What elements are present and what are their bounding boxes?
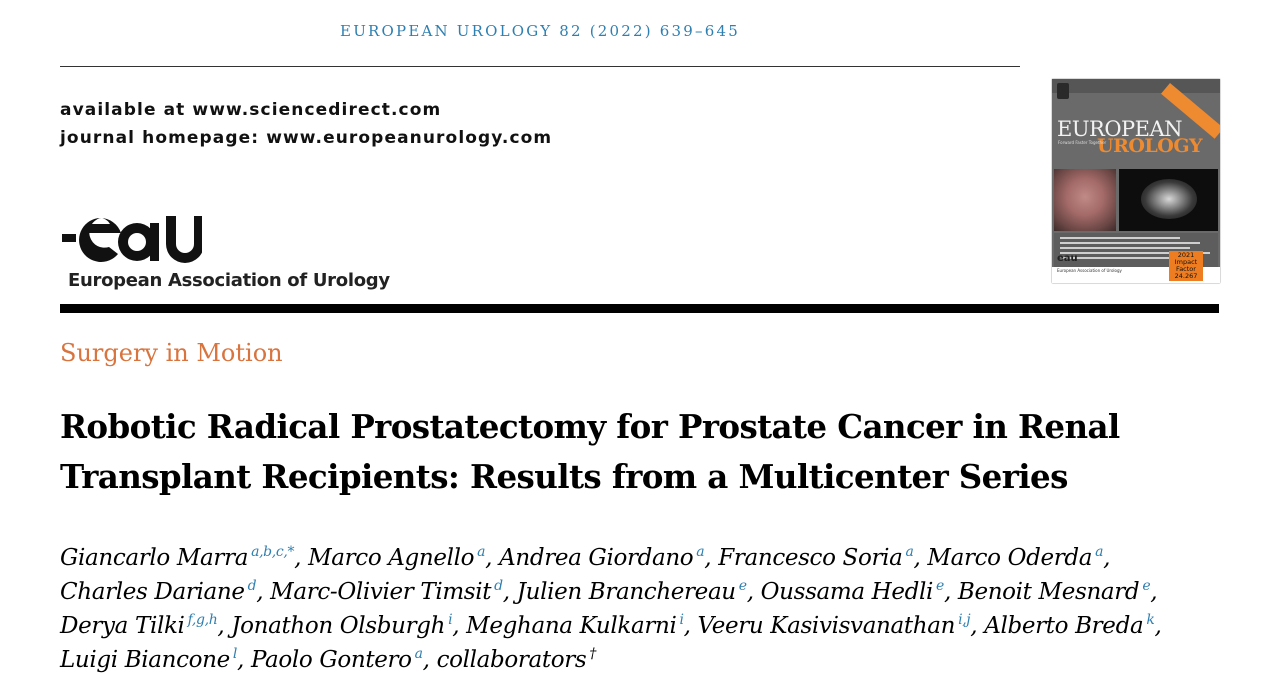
author-name: Marco Oderda xyxy=(927,545,1093,571)
affiliation-marker[interactable]: d xyxy=(494,578,503,594)
author-line xyxy=(60,575,1260,609)
author-name: Meghana Kulkarni xyxy=(466,613,677,639)
cover-footer-logo: eau xyxy=(1057,253,1078,264)
author-separator: , xyxy=(217,613,225,639)
affiliation-marker[interactable]: a xyxy=(414,646,423,662)
article-title xyxy=(60,402,1220,502)
affiliation-marker[interactable]: k xyxy=(1146,612,1155,628)
cover-tagline: Forward Faster Together xyxy=(1058,140,1107,145)
cover-title-2: UROLOGY xyxy=(1097,135,1203,157)
journal-reference: EUROPEAN UROLOGY 82 (2022) 639–645 xyxy=(340,22,740,40)
homepage-link[interactable]: journal homepage: www.europeanurology.com xyxy=(60,128,553,148)
author-line xyxy=(60,541,1260,575)
author-line xyxy=(60,609,1260,643)
affiliation-marker[interactable]: f,g,h xyxy=(187,612,218,628)
author-name: Alberto Breda xyxy=(984,613,1144,639)
author-separator: , xyxy=(704,545,712,571)
author-name: Jonathon Olsburgh xyxy=(231,613,446,639)
author-separator: , xyxy=(1150,579,1158,605)
top-divider xyxy=(60,66,1020,67)
impact-factor-badge: 2021 Impact Factor 24.267 xyxy=(1169,251,1203,281)
sciencedirect-link[interactable]: available at www.sciencedirect.com xyxy=(60,100,442,120)
author-separator: , xyxy=(970,613,978,639)
author-name: Luigi Biancone xyxy=(60,647,230,673)
affiliation-marker[interactable]: l xyxy=(232,646,238,662)
author-separator: , xyxy=(1154,613,1162,639)
author-name: Oussama Hedli xyxy=(760,579,934,605)
affiliation-marker[interactable]: i,j xyxy=(958,612,971,628)
cover-ct-scan-image xyxy=(1119,169,1218,231)
author-separator: , xyxy=(1103,545,1111,571)
elsevier-emblem-icon xyxy=(1057,83,1069,99)
affiliation-marker[interactable]: a xyxy=(1095,544,1104,560)
author-name: Marc-Olivier Timsit xyxy=(270,579,492,605)
author-separator: , xyxy=(683,613,691,639)
author-name: Marco Agnello xyxy=(308,545,475,571)
author-separator: , xyxy=(294,545,302,571)
eau-logo-mark xyxy=(62,212,202,268)
affiliation-marker[interactable]: i xyxy=(448,612,453,628)
journal-cover[interactable] xyxy=(1052,79,1220,283)
affiliation-marker[interactable]: a xyxy=(477,544,486,560)
author-separator: , xyxy=(256,579,264,605)
title-line-1: Robotic Radical Prostatectomy for Prostate Cancer in Renal xyxy=(60,407,1120,446)
affiliation-marker[interactable]: a,b,c,* xyxy=(251,544,295,560)
header-divider xyxy=(60,304,1219,313)
author-name: collaborators xyxy=(436,647,587,673)
cover-footer-sub: European Association of Urology xyxy=(1057,268,1122,273)
author-name: Veeru Kasivisvanathan xyxy=(697,613,956,639)
author-name: Francesco Soria xyxy=(718,545,903,571)
author-name: Julien Branchereau xyxy=(516,579,736,605)
affiliation-marker[interactable]: a xyxy=(905,544,914,560)
author-separator: , xyxy=(237,647,244,673)
affiliation-marker[interactable]: a xyxy=(696,544,705,560)
affiliation-marker[interactable]: e xyxy=(936,578,944,594)
title-line-2: Transplant Recipients: Results from a Multicenter Series xyxy=(60,457,1068,496)
author-separator: , xyxy=(502,579,510,605)
author-separator: , xyxy=(485,545,493,571)
author-separator: , xyxy=(943,579,951,605)
section-label: Surgery in Motion xyxy=(60,339,283,367)
cover-clinical-photo xyxy=(1054,169,1116,231)
author-line xyxy=(60,643,1260,677)
affiliation-marker[interactable]: d xyxy=(247,578,257,594)
affiliation-marker[interactable]: e xyxy=(738,578,747,594)
affiliation-marker[interactable]: e xyxy=(1142,578,1151,594)
author-list xyxy=(60,541,1260,677)
author-name: Giancarlo Marra xyxy=(60,545,249,571)
affiliation-marker[interactable]: i xyxy=(679,612,684,628)
author-separator: , xyxy=(422,647,430,673)
journal-links xyxy=(60,96,552,152)
cover-title-1: EUROPEAN xyxy=(1057,117,1183,141)
author-name: Charles Dariane xyxy=(60,579,245,605)
author-separator: , xyxy=(746,579,754,605)
author-separator: , xyxy=(452,613,460,639)
eau-org-name: European Association of Urology xyxy=(68,270,390,291)
author-name: Benoit Mesnard xyxy=(957,579,1140,605)
author-separator: , xyxy=(913,545,921,571)
eau-logo xyxy=(62,212,390,302)
author-name: Derya Tilki xyxy=(60,613,185,639)
author-name: Andrea Giordano xyxy=(499,545,694,571)
author-name: Paolo Gontero xyxy=(250,647,412,673)
affiliation-marker: † xyxy=(589,646,597,662)
